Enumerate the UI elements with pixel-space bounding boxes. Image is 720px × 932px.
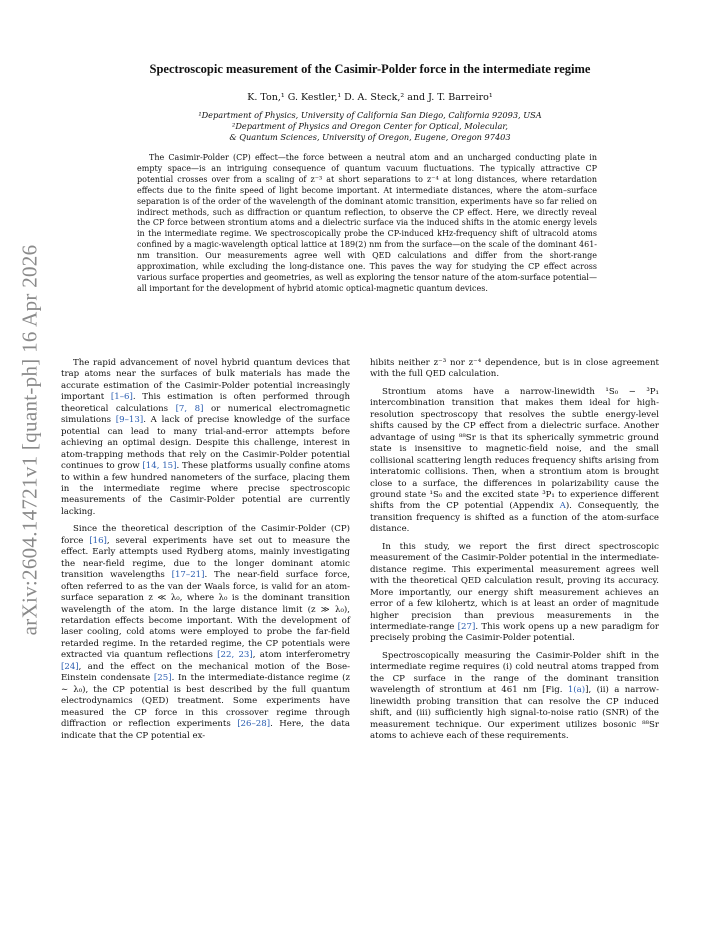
citation-link[interactable]: [1–6] [110, 392, 133, 403]
paragraph-text: . Here, the data indicate that the CP potential ex- [61, 719, 350, 741]
paragraph-text: , and the effect on the mechanical motion of the Bose-Einstein condensate [61, 661, 350, 684]
paragraph-text: ). Consequently, the transition frequency is shifted as a function of the atom-surface distance. [370, 501, 659, 535]
citation-link[interactable]: [7, 8] [175, 403, 204, 414]
right-column [370, 358, 659, 749]
affiliations [60, 110, 680, 143]
affiliation-line: ²Department of Physics and Oregon Center for Optical, Molecular, [232, 121, 508, 131]
citation-link[interactable]: A [559, 501, 566, 512]
arxiv-sidebar [10, 230, 50, 650]
arxiv-identifier: arXiv:2604.14721v1 [quant-ph] 16 Apr 2026 [17, 244, 42, 636]
abstract [137, 153, 597, 295]
paragraph-text: . This work opens up a new paradigm for precisely probing the Casimir-Polder potential. [370, 621, 659, 644]
citation-link[interactable]: [9–13] [115, 415, 144, 426]
paragraph-text: Strontium atoms have a narrow-linewidth ¹S₀ − ³P₁ intercombination transition that makes them ideal for high-resolution spectroscopy that resolves the subtle energy-level shifts caused by the CP effect from a dielectric surface. Another advantage of using ⁸⁸Sr is that its spherically symmetric ground state is insensitive to magnetic-field noise, and the small collisional scattering length reduces frequency shifts arising from interatomic collisions. Then, when a strontium atom is brought close to a surface, the differences in polarizability cause the ground state ¹S₀ and the excited state ³P₁ to experience different shifts from the CP potential (Appendix [370, 386, 659, 512]
paragraph-text: . A lack of precise knowledge of the surface potential can lead to many trial-and-error attempts before achieving an optimal design. Despite this challenge, interest in atom-trapping methods that rely on the Casimir-Polder potential continues to grow [61, 415, 350, 472]
paragraph-text: . These platforms usually confine atoms to within a few hundred nanometers of the surface, placing them in the intermediate regime where precise spectroscopic measurements of the Casimir-Polder potential are currently lacking. [61, 461, 350, 517]
body-paragraph [370, 542, 659, 645]
citation-link[interactable]: [22, 23] [217, 650, 253, 661]
paragraph-text: , several experiments have set out to measure the effect. Early attempts used Rydberg atoms, mainly investigating the near-field regime, due to the longer dominant atomic transition wavelengths [61, 535, 351, 581]
citation-link[interactable]: [17–21] [171, 570, 205, 581]
paragraph-text: ], (ii) a narrow-linewidth probing transition that can resolve the CP induced shift, and (iii) sufficiently high signal-to-noise ratio (SNR) of the measurement technique. Our experiment utilizes bosonic ⁸⁸Sr atoms to achieve each of these requirements. [370, 685, 660, 742]
paragraph-text: In this study, we report the first direct spectroscopic measurement of the Casimir-Polder potential in the intermediate-distance regime. This experimental measurement agrees well with the theoretical QED calculation result, proving its accuracy. More importantly, our energy shift measurement achieves an error of a few kilohertz, which is at least an order of magnitude higher precision than previous measurements in the intermediate-range [370, 541, 659, 632]
affiliation-line: & Quantum Sciences, University of Oregon, Eugene, Oregon 97403 [229, 132, 511, 142]
paragraph-text: . In the intermediate-distance regime (z ∼ λ₀), the CP potential is best described by the full quantum electrodynamics (QED) treatment. Some experiments have measured the CP force in this crossover regime through diffraction or reflection experiments [61, 673, 350, 730]
left-column [61, 358, 350, 748]
paragraph-text: hibits neither z⁻³ nor z⁻⁴ dependence, but is in close agreement with the full QED calculation. [370, 358, 659, 380]
citation-link[interactable]: 1(a) [567, 685, 586, 696]
citation-link[interactable]: [25] [153, 673, 172, 684]
paragraph-text: , atom interferometry [252, 650, 350, 661]
body-paragraph [61, 524, 350, 742]
paragraph-text: Since the theoretical description of the Casimir-Polder (CP) force [61, 524, 350, 546]
citation-link[interactable]: [14, 15] [142, 461, 177, 472]
body-paragraph [370, 358, 659, 381]
body-paragraph [370, 387, 659, 536]
affiliation-line: ¹Department of Physics, University of California San Diego, California 92093, USA [198, 110, 542, 120]
citation-link[interactable]: [26–28] [237, 719, 271, 730]
citation-link[interactable]: [27] [457, 621, 476, 632]
paragraph-text: . This estimation is often performed through theoretical calculations [61, 392, 351, 414]
body-paragraph [61, 358, 350, 518]
body-paragraph [370, 651, 659, 743]
paragraph-text: . The near-field surface force, often referred to as the van der Waals force, is valid for an atom-surface separation z ≪ λ₀, where λ₀ is the dominant transition wavelength of the atom. In the large distance limit (z ≫ λ₀), retardation effects become important. With the development of laser cooling, cold atoms were employed to probe the far-field retarded regime. In the retarded regime, the CP potentials were extracted via quantum reflections [61, 570, 350, 661]
paper-title: Spectroscopic measurement of the Casimir-Polder force in the intermediate regime [149, 62, 591, 76]
paragraph-text: Spectroscopically measuring the Casimir-Polder shift in the intermediate regime requires (i) cold neutral atoms trapped from the CP surface in the range of the dominant transition wavelength of strontium at 461 nm [Fig. [370, 650, 659, 696]
abstract-text: The Casimir-Polder (CP) effect—the force between a neutral atom and an uncharged conducting plate in empty space—is an intriguing consequence of quantum vacuum fluctuations. The typically attractive CP potential crosses over from a scaling of z⁻³ at short separations to z⁻⁴ at long distances, where retardation effects due to the finite speed of light become important. At intermediate distances, where the atom–surface separation is of the order of the wavelength of the dominant atomic transition, experiments have so far relied on indirect methods, such as diffraction or quantum reflection, to observe the CP effect. Here, we directly reveal the CP force between strontium atoms and a dielectric surface via the induced shifts in the atomic energy levels in the intermediate regime. We spectroscopically probe the CP-induced kHz-frequency shift of ultracold atoms confined by a magic-wavelength optical lattice at 189(2) nm from the surface—on the scale of the dominant 461-nm transition. Our measurements agree well with QED calculations and differ from the short-range approximation, while excluding the long-distance one. This paves the way for studying the CP effect across various surface properties and geometries, as well as exploring the tensor nature of the atom-surface potential—all important for the development of hybrid atomic optical-magnetic quantum devices. [137, 153, 597, 293]
author-list: K. Ton,¹ G. Kestler,¹ D. A. Steck,² and J. T. Barreiro¹ [247, 92, 493, 103]
paragraph-text: The rapid advancement of novel hybrid quantum devices that trap atoms near the surfaces of bulk materials has made the accurate estimation of the Casimir-Polder potential increasingly important [61, 358, 350, 403]
citation-link[interactable]: [24] [61, 661, 79, 672]
paragraph-text: or numerical electromagnetic simulations [61, 403, 350, 426]
citation-link[interactable]: [16] [89, 535, 107, 546]
